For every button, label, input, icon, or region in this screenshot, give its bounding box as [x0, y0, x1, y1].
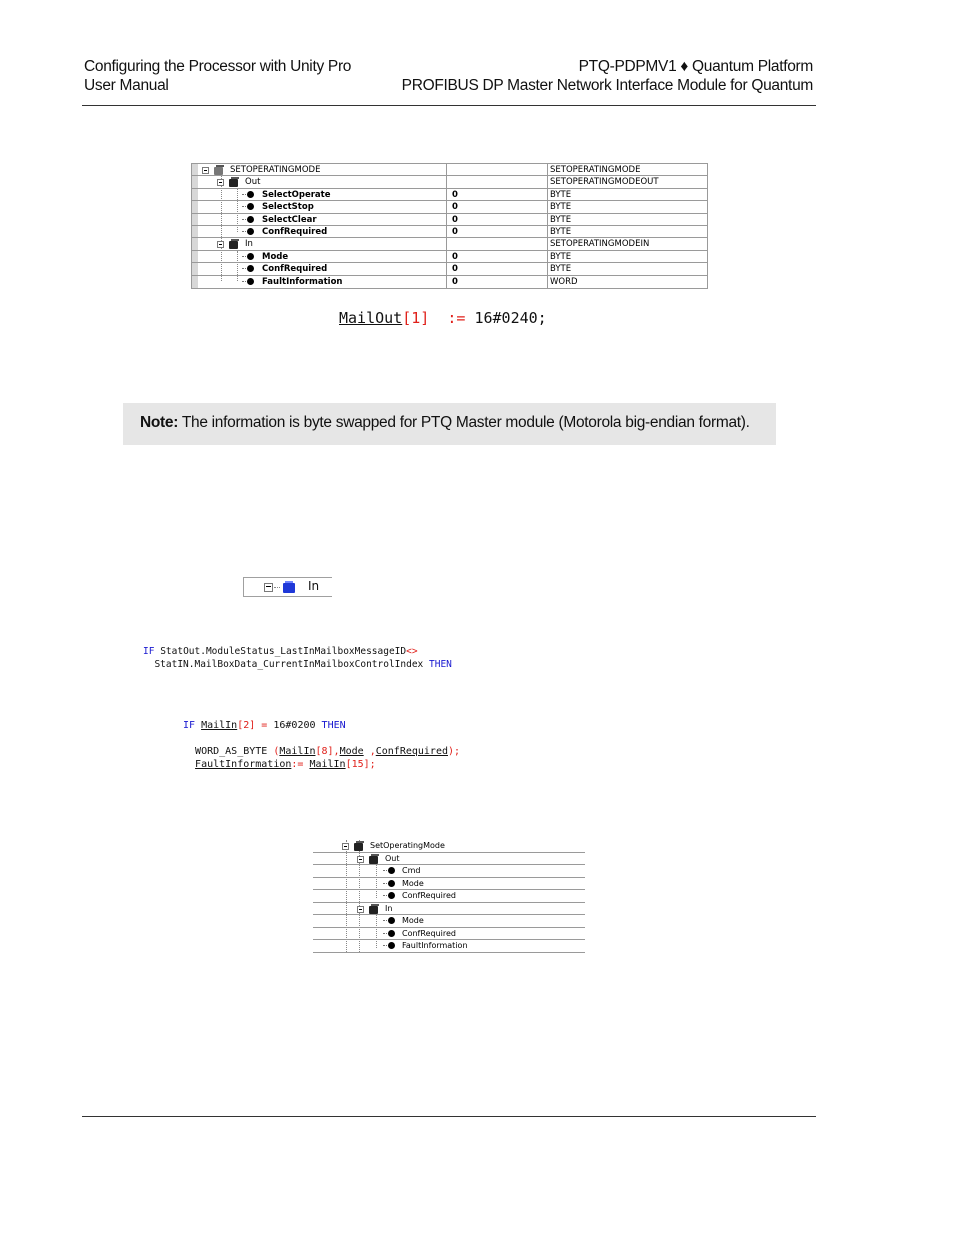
code-function: WORD_AS_BYTE — [195, 746, 268, 757]
row-type: SETOPERATINGMODE — [550, 165, 641, 175]
table-row[interactable] — [313, 853, 585, 866]
table-row[interactable] — [192, 201, 707, 213]
code-semicolon: ; — [369, 759, 376, 770]
code-keyword-then: THEN — [321, 720, 346, 731]
setoperatingmode-table — [191, 163, 708, 289]
code-number: 16#0200 — [273, 720, 316, 731]
mailbox-check-code — [143, 646, 452, 671]
table-row[interactable] — [192, 263, 707, 275]
code-paren: ( — [273, 746, 280, 757]
row-value: 0 — [452, 214, 458, 225]
row-name: FaultInformation — [262, 276, 343, 287]
structure-icon — [369, 906, 378, 914]
row-name: Mode — [402, 878, 424, 888]
element-icon — [388, 917, 395, 924]
header-product: PTQ-PDPMV1 ♦ Quantum Platform — [578, 58, 813, 75]
table-row[interactable] — [192, 189, 707, 201]
structure-icon — [229, 179, 238, 187]
row-type: BYTE — [550, 226, 572, 237]
code-keyword-then: THEN — [429, 658, 452, 670]
table-row[interactable] — [313, 915, 585, 928]
code-assign: := — [447, 309, 466, 327]
row-type: BYTE — [550, 264, 572, 275]
row-name: SETOPERATINGMODE — [230, 165, 321, 175]
element-icon — [388, 942, 395, 949]
code-keyword-if: IF — [183, 720, 196, 731]
table-row[interactable] — [192, 164, 707, 176]
table-row[interactable] — [313, 890, 585, 903]
row-name: Mode — [262, 251, 289, 262]
table-row[interactable] — [192, 251, 707, 263]
structure-icon — [283, 583, 295, 593]
code-index: [15] — [345, 759, 370, 770]
collapse-icon[interactable] — [357, 906, 364, 913]
row-name: FaultInformation — [402, 941, 468, 950]
header-left — [84, 57, 351, 95]
code-var: FaultInformation — [195, 759, 292, 770]
code-line1: StatOut.ModuleStatus_LastInMailboxMessageID — [160, 646, 407, 657]
note-text: The information is byte swapped for PTQ Master module (Motorola big-endian format). — [181, 414, 750, 431]
code-comma: , — [369, 746, 376, 757]
collapse-icon[interactable] — [202, 167, 209, 174]
row-type: BYTE — [550, 189, 572, 200]
element-icon — [247, 216, 254, 223]
element-icon — [247, 253, 254, 260]
element-icon — [247, 228, 254, 235]
code-index: [8] — [315, 746, 334, 757]
code-var: MailIn — [201, 720, 238, 731]
table-row[interactable] — [192, 238, 707, 250]
mailout-assignment-code — [339, 309, 547, 327]
row-value: 0 — [452, 251, 458, 262]
code-var: MailOut — [339, 309, 403, 327]
row-value: 0 — [452, 202, 458, 213]
table-row[interactable] — [313, 903, 585, 916]
element-icon — [388, 880, 395, 887]
code-index: [1] — [402, 309, 430, 327]
row-name: Cmd — [402, 866, 421, 875]
row-name: In — [385, 903, 393, 913]
row-name: In — [245, 239, 253, 250]
table-row[interactable] — [192, 226, 707, 238]
row-name: ConfRequired — [402, 891, 456, 900]
row-name: SetOperatingMode — [370, 841, 445, 850]
code-comma: , — [333, 746, 340, 757]
table-row[interactable] — [192, 276, 707, 288]
element-icon — [388, 867, 395, 874]
row-type: SETOPERATINGMODEOUT — [550, 177, 659, 188]
table-row[interactable] — [192, 214, 707, 226]
structure-icon — [369, 856, 378, 864]
collapse-icon[interactable] — [357, 856, 364, 863]
row-value: 0 — [452, 264, 458, 275]
row-name: ConfRequired — [262, 264, 328, 275]
structure-icon — [214, 167, 223, 175]
code-line2: StatIN.MailBoxData_CurrentInMailboxControlIndex — [154, 658, 424, 670]
element-icon — [388, 930, 395, 937]
header-product-desc: PROFIBUS DP Master Network Interface Module for Quantum — [401, 77, 813, 94]
footer-rule — [82, 1116, 816, 1117]
in-node-snippet[interactable] — [243, 577, 332, 597]
table-row[interactable] — [313, 865, 585, 878]
row-type: BYTE — [550, 251, 572, 262]
row-type: BYTE — [550, 202, 572, 213]
header-rule — [82, 105, 816, 106]
row-name: ConfRequired — [402, 928, 456, 938]
row-value: 0 — [452, 189, 458, 200]
element-icon — [247, 203, 254, 210]
code-operator: = — [261, 720, 268, 731]
header-doc-type: User Manual — [84, 77, 169, 94]
row-type: BYTE — [550, 214, 572, 225]
structure-icon — [229, 241, 238, 249]
collapse-icon[interactable] — [217, 241, 224, 248]
code-value-number: 16#0240; — [474, 309, 547, 327]
header-right — [402, 57, 813, 95]
header-chapter-title: Configuring the Processor with Unity Pro — [84, 58, 352, 75]
row-name: Mode — [402, 916, 424, 925]
code-arg: ConfRequired — [375, 746, 448, 757]
table-row[interactable] — [313, 940, 585, 953]
code-assign: := — [291, 759, 304, 770]
code-operator: <> — [406, 646, 418, 657]
table-row[interactable] — [313, 878, 585, 891]
row-name: Out — [385, 853, 400, 863]
code-paren: ); — [447, 746, 461, 757]
collapse-icon[interactable] — [217, 179, 224, 186]
setoperatingmode-tree — [313, 840, 585, 953]
row-name: Out — [245, 177, 261, 188]
mailin-parse-code — [183, 719, 460, 771]
code-var: MailIn — [279, 746, 316, 757]
row-value: 0 — [452, 276, 458, 287]
row-type: SETOPERATINGMODEIN — [550, 239, 650, 250]
row-name: ConfRequired — [262, 226, 328, 237]
row-name: SelectClear — [262, 214, 317, 225]
code-arg: Mode — [339, 746, 364, 757]
element-icon — [247, 265, 254, 272]
row-value: 0 — [452, 226, 458, 237]
element-icon — [247, 278, 254, 285]
note-box — [123, 403, 776, 445]
table-row[interactable] — [313, 928, 585, 941]
code-var: MailIn — [309, 759, 346, 770]
collapse-icon[interactable] — [342, 843, 349, 850]
in-node-label: In — [308, 579, 320, 593]
table-row[interactable] — [192, 176, 707, 188]
row-type: WORD — [550, 276, 578, 287]
structure-icon — [354, 843, 363, 851]
note-label: Note: — [140, 414, 179, 431]
row-name: SelectOperate — [262, 189, 331, 200]
code-keyword-if: IF — [143, 646, 155, 657]
collapse-icon[interactable] — [264, 583, 273, 592]
table-row[interactable] — [313, 840, 585, 853]
row-name: SelectStop — [262, 202, 314, 213]
element-icon — [247, 191, 254, 198]
element-icon — [388, 892, 395, 899]
code-index: [2] — [237, 720, 256, 731]
